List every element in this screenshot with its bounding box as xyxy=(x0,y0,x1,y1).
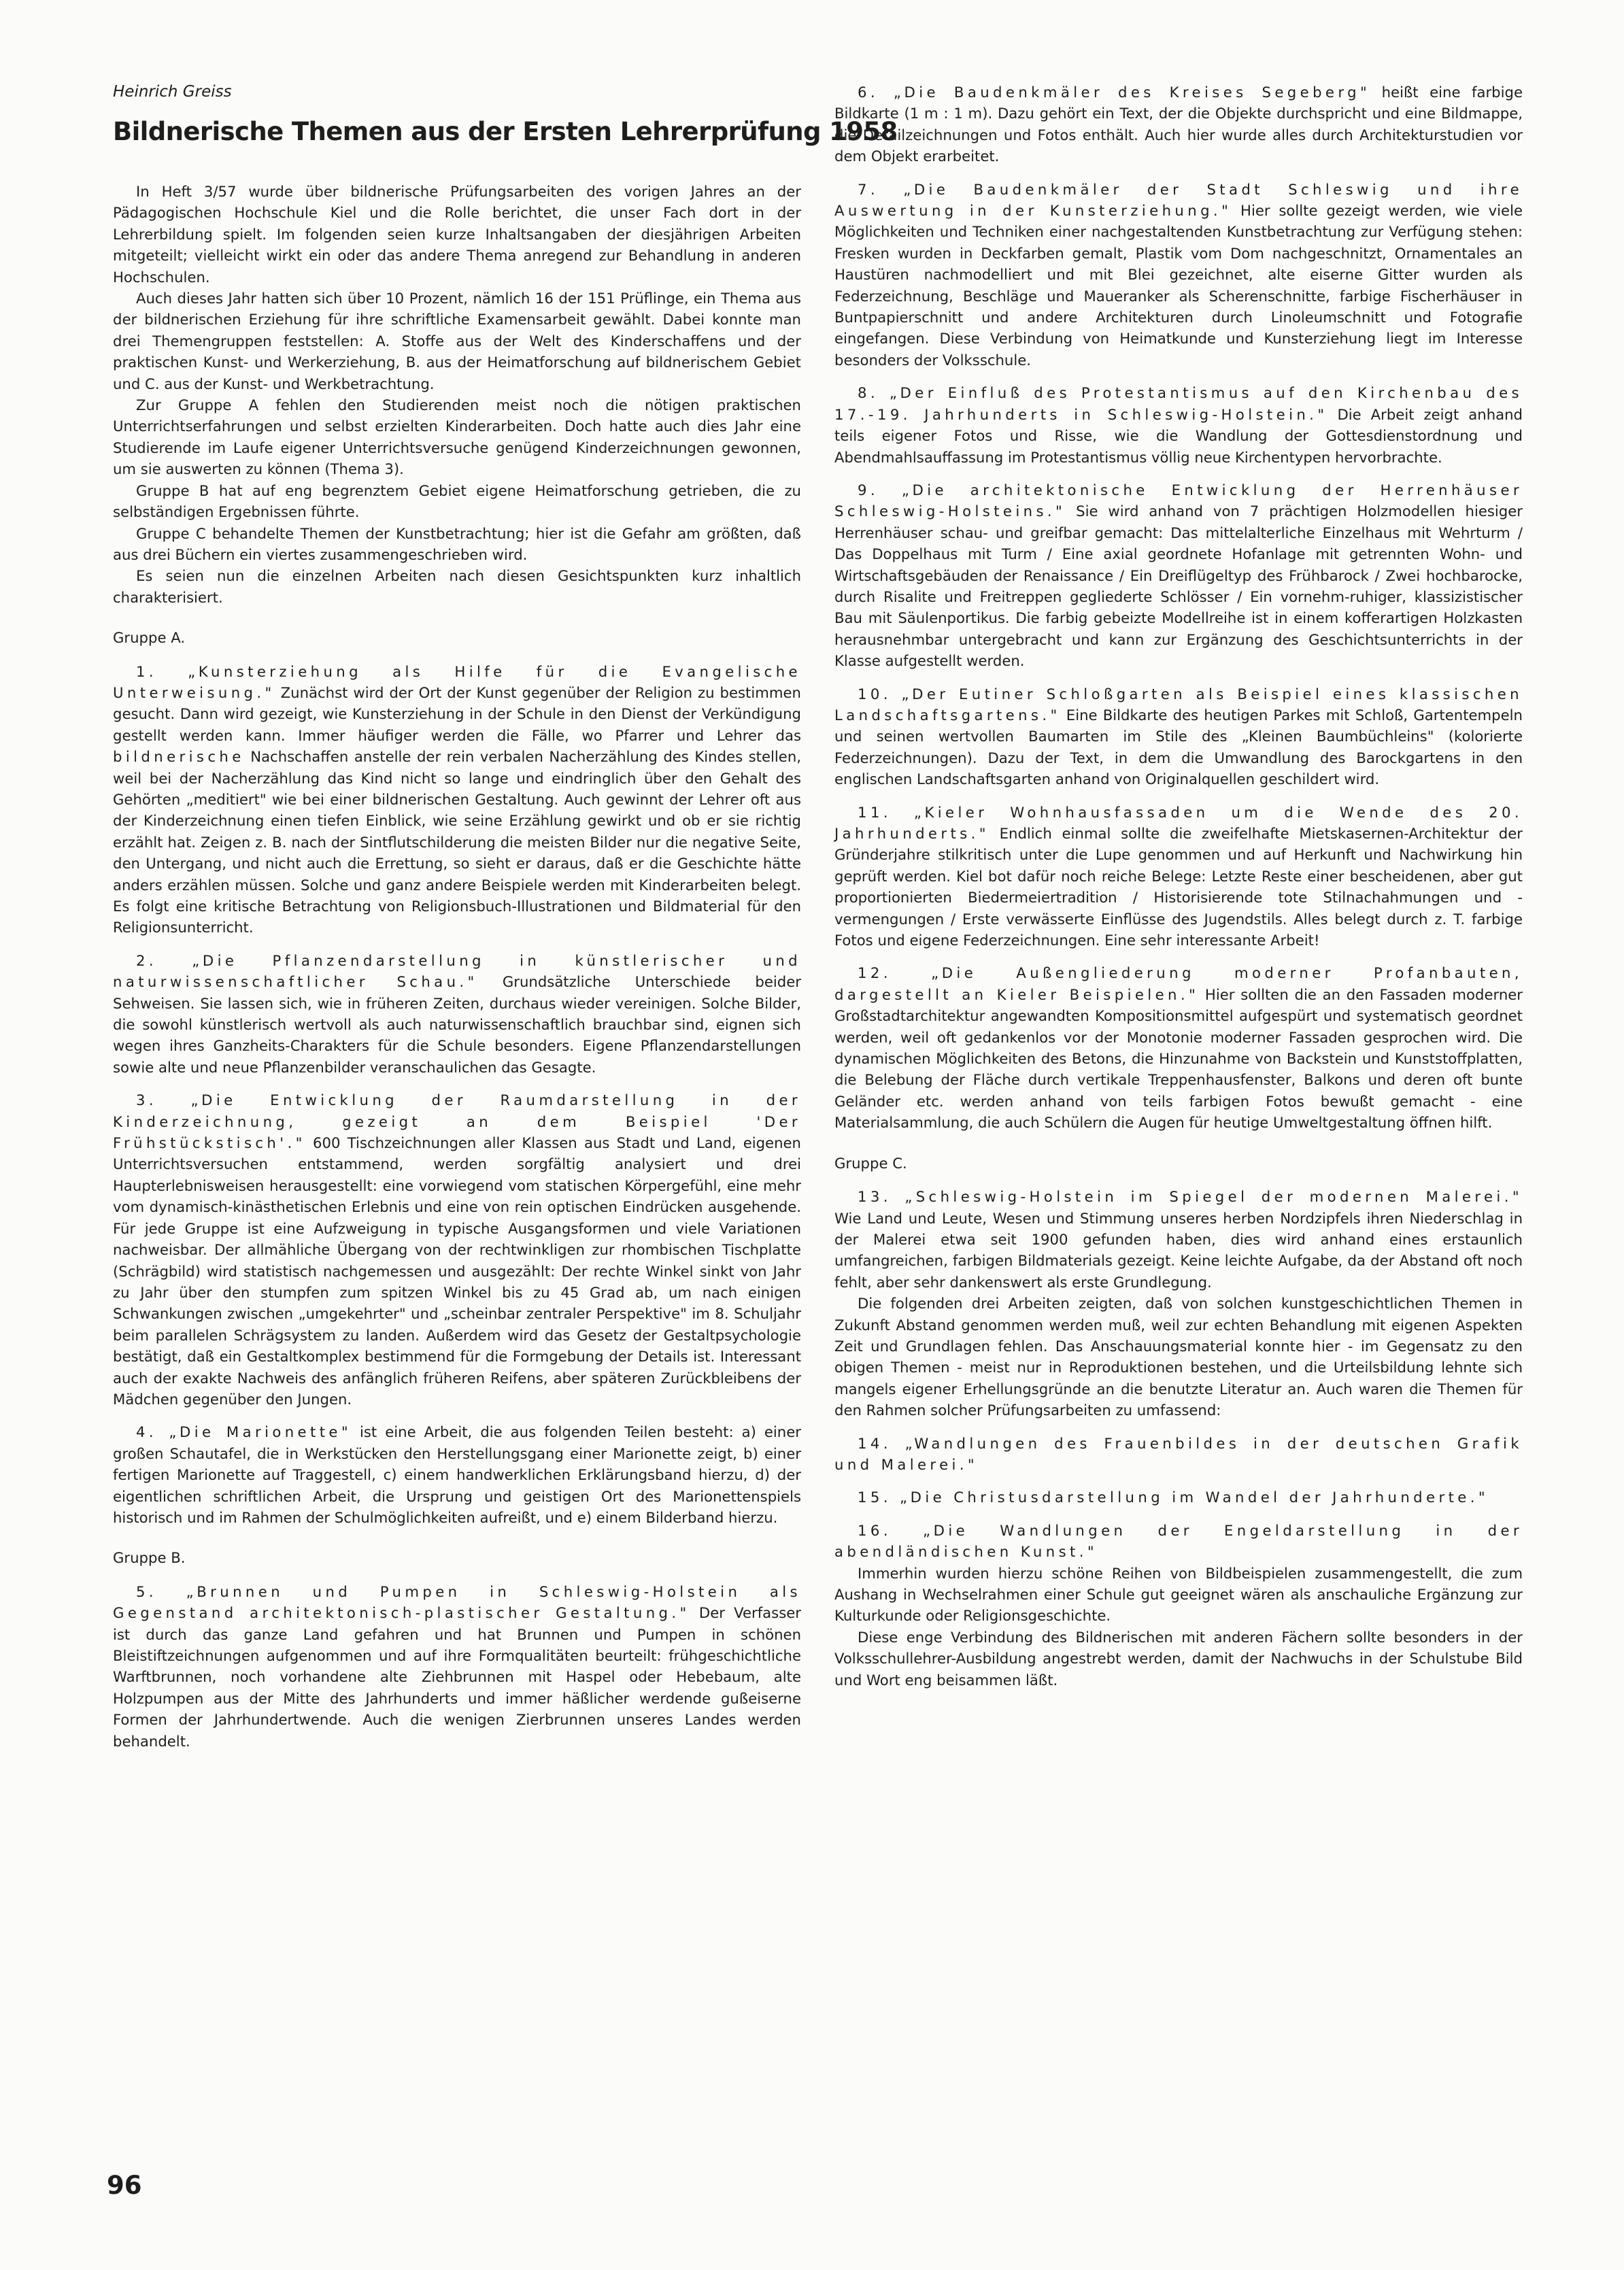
topic-body: Eine Bildkarte des heutigen Parkes mit Schloß, Gartentempeln und seinen wertvollen Baumarten im Stile des „Kleinen Baumbüchleins" (kolorierte Federzeichnungen). Dazu der Text, in dem die Umwandlung des Barockgartens in den englischen Landschaftsgarten anhand von Originalquellen geschildert wird. xyxy=(834,706,1523,788)
topic-title: 1. „Kunsterziehung als Hilfe für die Evangelische Unterweisung." xyxy=(113,662,801,701)
topic-body: Hier sollten die an den Fassaden moderner Großstadtarchitektur angewandten Kompositionsmittel aufgespürt und systematisch geordnet werden, weil oft gedankenlos vor der Monotonie moderner Fassaden gesprochen wird. Die dynamischen Möglichkeiten des Betons, die Hinzunahme von Backstein und Kunststoffplatten, die Belebung der Fläche durch vertikale Treppenhausfenster, Balkons und deren oft bunte Geländer etc. werden anhand von teils farbigen Fotos bewußt gemacht - eine Materialsammlung, die auch Schülern die Augen für heutige Umweltgestaltung öffnen hilft. xyxy=(834,985,1523,1132)
closing-paragraph: Immerhin wurden hierzu schöne Reihen von Bildbeispielen zusammengestellt, die zum Aushang in Wechselrahmen einer Schule gut geeignet wären als anschauliche Ergänzung zur Kulturkunde oder Religionsgeschichte. xyxy=(834,1564,1523,1625)
topic-body: Grundsätzliche Unterschiede beider Sehweisen. Sie lassen sich, wie in früheren Zeiten, durchaus wieder vereinigen. Solche Bilder, die sowohl künstlerisch wertvoll als auch naturwissenschaftlich brauchbar sind, eignen sich wegen ihres Ganzheits-Charakters für die Schule besonders. Eigene Pflanzendarstellungen sowie alte und neue Pflanzenbilder veranschaulichen das Gesagte. xyxy=(113,973,801,1076)
intro-paragraph: Gruppe B hat auf eng begrenztem Gebiet eigene Heimatforschung getrieben, die zu selbständigen Ergebnissen führte. xyxy=(113,481,801,521)
topic-title: 2. „Die Pflanzendarstellung in künstlerischer und naturwissenschaftlicher Schau." xyxy=(113,951,801,991)
topic-title: 9. „Die architektonische Entwicklung der Herrenhäuser Schleswig-Holsteins." xyxy=(834,481,1523,520)
topic-item-5 xyxy=(113,1581,801,1752)
topic-item-4 xyxy=(113,1421,801,1528)
topic-title: 14. „Wandlungen des Frauenbildes in der deutschen Grafik und Malerei." xyxy=(834,1434,1523,1473)
topic-item-13 xyxy=(834,1186,1523,1293)
topic-item-16 xyxy=(834,1520,1523,1563)
topic-body: Sie wird anhand von 7 prächtigen Holzmodellen hiesiger Herrenhäuser schau- und greifbar gemacht: Das mittelalterliche Einzelhaus mit Wehrturm / Das Doppelhaus mit Turm / Eine axial geordnete Hofanlage mit getrennten Wohn- und Wirtschaftsgebäuden der Renaissance / Ein Dreiflügeltyp des Frühbarock / Zwei hochbarocke, durch Risalite und Freitreppen gegliederte Schlösser / Ein vornehm-ruhiger, klassizistischer Bau mit Säulenportikus. Die farbig gebeizte Modellreihe ist in einem kofferartigen Holzkasten herausnehmbar untergebracht und kann zur Ergänzung des Geschichtsunterrichts in der Klasse aufgestellt werden. xyxy=(834,503,1523,670)
group-c-paragraph: Die folgenden drei Arbeiten zeigten, daß von solchen kunstgeschichtlichen Themen in Zukunft Abstand genommen werden muß, weil zur echten Behandlung mit eigenen Aspekten Zeit und Grundlagen fehlen. Das Anschauungsmaterial konnte hier - im Gegensatz zu den obigen Themen - meist nur in Reproduktionen bestehen, und die Urteilsbildung lehnte sich mangels eigener Erhellungsgründe an die benutzte Literatur an. Auch waren die Themen für den Rahmen solcher Prüfungsarbeiten zu umfassend: xyxy=(834,1295,1523,1419)
topic-item-1 xyxy=(113,661,801,938)
left-column xyxy=(113,82,898,1752)
closing-paragraph: Diese enge Verbindung des Bildnerischen mit anderen Fächern sollte besonders in der Volksschullehrer-Ausbildung angestrebt werden, damit der Nachwuchs in der Schulstube Bild und Wort eng beisammen läßt. xyxy=(834,1628,1523,1689)
topic-item-11 xyxy=(834,802,1523,951)
topic-item-2 xyxy=(113,950,801,1078)
topic-item-8 xyxy=(834,382,1523,468)
topic-item-10 xyxy=(834,683,1523,790)
page-number: 96 xyxy=(107,2171,142,2200)
topic-item-3 xyxy=(113,1089,801,1410)
topic-title: 3. „Die Entwicklung der Raumdarstellung in der Kinderzeichnung, gezeigt an dem Beispiel 'Der Frühstückstisch'." xyxy=(113,1091,801,1152)
group-heading-b: Gruppe B. xyxy=(113,1549,186,1567)
topic-title: 16. „Die Wandlungen der Engeldarstellung in der abendländischen Kunst." xyxy=(834,1521,1523,1561)
topic-title: 12. „Die Außengliederung moderner Profanbauten, dargestellt an Kieler Beispielen." xyxy=(834,964,1523,1003)
group-heading-a: Gruppe A. xyxy=(113,629,186,647)
topic-item-12 xyxy=(834,962,1523,1133)
topic-title: 5. „Brunnen und Pumpen in Schleswig-Holstein als Gegenstand architektonisch-plastischer Gestaltung." xyxy=(113,1582,801,1622)
intro-paragraph: Es seien nun die einzelnen Arbeiten nach diesen Gesichtspunkten kurz inhaltlich charakterisiert. xyxy=(113,567,801,606)
topic-item-9 xyxy=(834,479,1523,672)
topic-title: 8. „Der Einfluß des Protestantismus auf den Kirchenbau des 17.-19. Jahrhunderts in Schleswig-Holstein." xyxy=(834,384,1523,423)
intro-paragraph: Gruppe C behandelte Themen der Kunstbetrachtung; hier ist die Gefahr am größten, daß aus drei Büchern ein viertes zusammengeschrieben wird. xyxy=(113,524,801,563)
topic-body: Zunächst wird der Ort der Kunst gegenüber der Religion zu bestimmen gesucht. Dann wird gezeigt, wie Kunsterziehung in der Schule in den Dienst der Verkündigung gestellt werden kann. Immer häufiger werden die Fälle, wo Pfarrer und Lehrer das xyxy=(113,683,801,744)
topic-title: 10. „Der Eutiner Schloßgarten als Beispiel eines klassischen Landschaftsgartens." xyxy=(834,685,1523,724)
topic-body: Hier sollte gezeigt werden, wie viele Möglichkeiten und Techniken einer nachgestaltenden Kunstbetrachtung zur Verfügung stehen: Fresken wurden in Deckfarben gemalt, Plastik vom Dom nachgeschnitzt, Ornamentales an Haustüren nachmodelliert und mit Blei gezeichnet, alte eiserne Gitter wurden als Federzeichnung, Beschläge und Maueranker als Scherenschnitte, farbige Fischerhäuser in Buntpapierschnitt und andere Architekturen durch Linoleumschnitt und Fotografie eingefangen. Diese Verbindung von Heimatkunde und Kunsterziehung liegt im Interesse besonders der Volksschule. xyxy=(834,202,1523,369)
topic-body: Die Arbeit zeigt anhand teils eigener Fotos und Risse, wie die Wandlung der Gottesdienstordnung und Abendmahlsauffassung im Protestantismus völlig neue Kirchentypen hervorbrachte. xyxy=(834,405,1523,466)
topic-title: 15. „Die Christusdarstellung im Wandel der Jahrhunderte." xyxy=(858,1489,1489,1506)
topic-body: ist eine Arbeit, die aus folgenden Teilen besteht: a) einer großen Schautafel, die in Werkstücken den Herstellungsgang einer Marionette zeigt, b) einer fertigen Marionette auf Traggestell, c) einem handwerklichen Erklärungsband hierzu, d) der eigentlichen schriftlichen Arbeit, die Ursprung und geistigen Ort des Marionettenspiels historisch und im Rahmen der Schulmöglichkeiten aufreißt, und e) einem Bilderband hierzu. xyxy=(113,1423,801,1526)
topic-title: 11. „Kieler Wohnhausfassaden um die Wende des 20. Jahrhunderts." xyxy=(834,803,1523,842)
topic-body: Nachschaffen anstelle der rein verbalen Nacherzählung des Kindes stellen, weil bei der Nacherzählung das Kind nicht so lange und eindringlich über den Gehalt des Gehörten „meditiert" wie bei einer bildnerischen Gestaltung. Auch gewinnt der Lehrer oft aus der Kinderzeichnung einen tiefen Einblick, wie seine Erzählung gewirkt und ob er sie richtig erzählt hat. Zeigen z. B. nach der Sintflutschilderung die meisten Bilder nur die negative Seite, den Untergang, und nicht auch die Errettung, so sieht er daraus, daß er die Geschichte hätte anders erzählen müssen. Solche und ganz andere Beispiele werden mit Kinderarbeiten belegt. Es folgt eine kritische Betrachtung von Religionsbuch-Illustrationen und Bildmaterial für den Religionsunterricht. xyxy=(113,748,801,936)
article-title: Bildnerische Themen aus der Ersten Lehrerprüfung 1958 xyxy=(113,117,898,146)
intro-paragraph: Zur Gruppe A fehlen den Studierenden meist noch die nötigen praktischen Unterrichtserfahrungen und selbst erzielten Kinderarbeiten. Doch hatte auch dies Jahr eine Studierende im Laufe eigener Unterrichtsversuche genügend Kinderzeichnungen gewonnen, um sie auswerten zu können (Thema 3). xyxy=(113,396,801,478)
topic-item-6 xyxy=(834,82,1523,167)
topic-body: heißt eine farbige Bildkarte (1 m : 1 m). Dazu gehört ein Text, der die Objekte durchspricht und eine Bildmappe, die Detailzeichnungen und Fotos enthält. Auch hier wurde alles durch Architekturstudien vor dem Objekt erarbeitet. xyxy=(834,84,1523,165)
topic-emphasis: bildnerische xyxy=(113,748,245,766)
topic-title: 7. „Die Baudenkmäler der Stadt Schleswig und ihre Auswertung in der Kunsterziehung." xyxy=(834,180,1523,220)
intro-paragraph: In Heft 3/57 wurde über bildnerische Prüfungsarbeiten des vorigen Jahres an der Pädagogischen Hochschule Kiel und die Rolle berichtet, die unser Fach dort in der Lehrerbildung spielt. Im folgenden seien kurze Inhaltsangaben der diesjährigen Arbeiten mitgeteilt; vielleicht wirkt ein oder das andere Thema anregend zur Behandlung in anderen Hochschulen. xyxy=(113,183,801,286)
author-name: Heinrich Greiss xyxy=(113,83,232,101)
topic-item-15 xyxy=(834,1487,1523,1508)
intro-paragraph: Auch dieses Jahr hatten sich über 10 Prozent, nämlich 16 der 151 Prüflinge, ein Thema aus der bildnerischen Erziehung für ihre schriftliche Examensarbeit gewählt. Dabei konnte man drei Themengruppen feststellen: A. Stoffe aus der Welt des Kinderschaffens und der praktischen Kunst- und Werkerziehung, B. aus der Heimatforschung auf bildnerischem Gebiet und C. aus der Kunst- und Werkbetrachtung. xyxy=(113,290,801,392)
topic-title: 6. „Die Baudenkmäler des Kreises Segeberg" xyxy=(858,84,1371,101)
topic-item-14 xyxy=(834,1433,1523,1476)
topic-body: Endlich einmal sollte die zweifelhafte Mietskasernen-Architektur der Gründerjahre stilkritisch unter die Lupe genommen und auf Herkunft und Nachwirkung hin geprüft werden. Kiel bot dafür noch reiche Belege: Letzte Reste einer bescheidenen, aber gut proportionierten Biedermeiertradition / Historisierende tote Stilnachahmungen und -vermengungen / Erste verwässerte Einflüsse des Jugendstils. Alles belegt durch z. T. farbige Fotos und eigene Federzeichnungen. Eine sehr interessante Arbeit! xyxy=(834,825,1523,949)
topic-body: 600 Tischzeichnungen aller Klassen aus Stadt und Land, eigenen Unterrichtsversuchen entstammend, werden sorgfältig analysiert und drei Haupterlebnisweisen herausgestellt: eine vorwiegend vom statischen Körpergefühl, eine mehr vom dynamisch-kinästhetischen Erlebnis und eine von rein optischen Eindrücken ausgehende. Für jede Gruppe ist eine Aufzweigung in typische Ausgangsformen und viele Variationen nachweisbar. Der allmähliche Übergang von der rechtwinkligen zur rhombischen Tischplatte (Schrägbild) wird statistisch nachgemessen und ausgezählt: Der rechte Winkel sinkt von Jahr zu Jahr über den stumpfen zum spitzen Winkel bis zu 45 Grad ab, um nach einigen Schwankungen zwischen „umgekehrter" und „scheinbar zentraler Perspektive" im 8. Schuljahr beim parallelen Schrägsystem zu landen. Außerdem wird das Gesetz der Gestaltpsychologie bestätigt, daß ein Gestaltkomplex bestimmend für die Formgebung der Details ist. Interessant auch der exakte Nachweis des anfänglich früheren Reifens, aber späteren Zurückbleibens der Mädchen gegenüber den Jungen. xyxy=(113,1134,801,1408)
topic-title: 4. „Die Marionette" xyxy=(136,1423,352,1441)
topic-body: Wie Land und Leute, Wesen und Stimmung unseres herben Nordzipfels ihren Niederschlag in der Malerei etwa seit 1900 gefunden haben, dies wird anhand eines erstaunlich umfangreichen, farbigen Bildmaterials gezeigt. Keine leichte Aufgabe, da der Abstand oft noch fehlt, aber sehr dankenswert als erste Grundlegung. xyxy=(834,1209,1523,1291)
right-column xyxy=(834,82,1523,1691)
topic-body: Der Verfasser ist durch das ganze Land gefahren und hat Brunnen und Pumpen in schönen Bleistiftzeichnungen aufgenommen und auf ihre Formqualitäten beurteilt: frühgeschichtliche Warftbrunnen, noch vorhandene alte Ziehbrunnen mit Haspel oder Hebebaum, alte Holzpumpen aus der Mitte des Jahrhunderts und immer häßlicher werdende gußeiserne Formen der Jahrhundertwende. Auch die wenigen Zierbrunnen unseres Landes werden behandelt. xyxy=(113,1604,801,1750)
topic-title: 13. „Schleswig-Holstein im Spiegel der modernen Malerei." xyxy=(858,1188,1523,1206)
topic-item-7 xyxy=(834,179,1523,371)
group-heading-c: Gruppe C. xyxy=(834,1154,907,1172)
